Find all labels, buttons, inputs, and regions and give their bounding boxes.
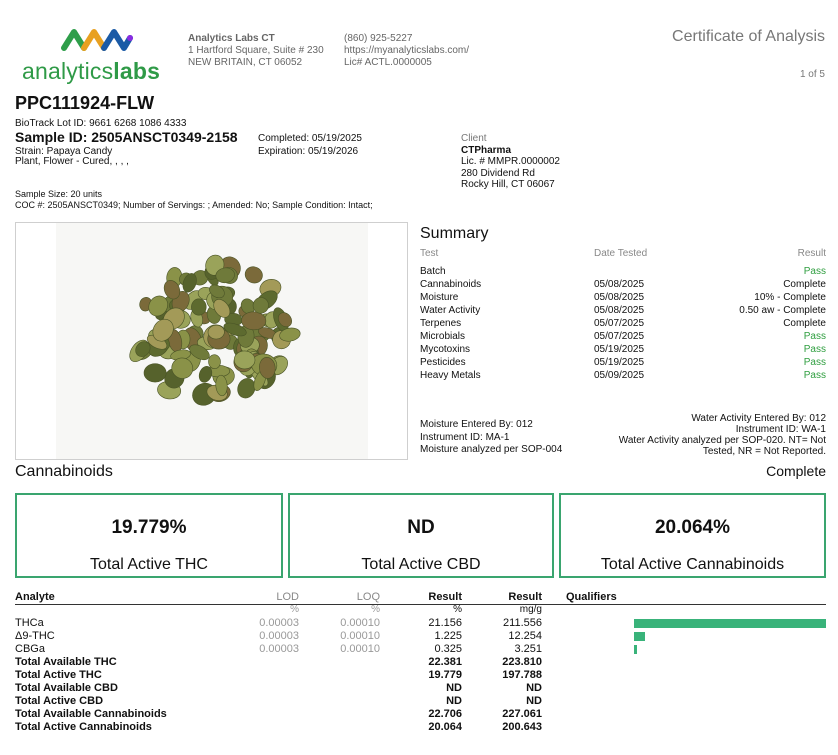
client-block [461,133,560,191]
header-lod: LOD [276,591,299,603]
result-mg: 197.788 [502,669,542,681]
summary-header-result: Result [797,248,826,259]
strain: Strain: Papaya Candy [15,146,113,157]
moisture-note-line: Moisture analyzed per SOP-004 [420,444,563,455]
metric-label: Total Active THC [90,556,208,573]
summary-test: Mycotoxins [420,344,471,355]
summary-test: Cannabinoids [420,279,482,290]
summary-date: 05/19/2025 [594,357,645,368]
metric-label: Total Active CBD [361,556,481,573]
unit-result: % [453,604,462,615]
loq-value [310,656,380,669]
summary-test: Terpenes [420,318,462,329]
lod-value [230,721,299,734]
qualifier-bar [634,632,645,641]
metric-total-active-thc [15,493,283,578]
coc-line: COC #: 2505ANSCT0349; Number of Servings: ; Amended: No; Sample Condition: Intact; [15,200,373,210]
analyte-name: Total Available THC [15,656,117,668]
analyte-name: THCa [15,617,44,629]
unit-result-mg: mg/g [519,604,542,615]
result-percent: 21.156 [428,617,462,629]
result-percent: ND [446,682,462,694]
analyte-name: Total Active Cannabinoids [15,721,152,733]
summary-date: 05/08/2025 [594,279,645,290]
summary-result: Pass [803,344,826,355]
client-address-2: Rocky Hill, CT 06067 [461,179,555,190]
summary-result: Pass [803,370,826,381]
summary-date: 05/08/2025 [594,292,645,303]
client-license: Lic. # MMPR.0000002 [461,156,560,167]
loq-value [310,669,380,682]
lod-value [230,656,299,669]
summary-test: Heavy Metals [420,370,481,381]
metric-label: Total Active Cannabinoids [600,556,785,573]
lod-value [230,669,299,682]
summary-header-test: Test [420,248,439,259]
loq-value [310,695,380,708]
document-title: Certificate of Analysis [672,28,825,45]
lab-info [188,33,324,69]
loq-value: 0.00010 [340,617,380,629]
summary-result: Pass [803,266,826,277]
client-address-1: 280 Dividend Rd [461,167,535,179]
lab-website[interactable]: https://myanalyticslabs.com/ [344,45,470,56]
loq-value [310,708,380,721]
result-percent: 19.779 [428,669,462,681]
analyte-name: CBGa [15,643,45,655]
header-loq: LOQ [356,591,380,603]
metric-value: 20.064% [654,517,730,538]
analyte-name: Total Available Cannabinoids [15,708,167,720]
moisture-note-line: Moisture Entered By: 012 [420,419,533,430]
metric-total-active-cannabinoids [559,493,826,578]
summary-date: 05/07/2025 [594,331,645,342]
result-mg: 227.061 [502,708,542,720]
result-percent: 1.225 [434,630,462,642]
sample-name: PPC111924-FLW [15,93,155,113]
summary-test: Microbials [420,331,466,342]
client-name: CTPharma [461,144,512,156]
summary-date: 05/08/2025 [594,305,645,316]
qualifier-bar [634,619,826,628]
wa-note-line: Water Activity Entered By: 012 [691,413,826,424]
lab-address-1: 1 Hartford Square, Suite # 230 [188,45,324,56]
sample-id: Sample ID: 2505ANSCT0349-2158 [15,129,238,145]
result-mg: 211.556 [503,617,542,629]
metric-total-active-cbd [288,493,554,578]
bud-shape [144,364,166,382]
wa-note-line: Tested, NR = Not Reported. [702,446,826,457]
header-result-mg: Result [508,591,542,603]
cannabinoids-status: Complete [766,463,826,479]
loq-value [310,682,380,695]
summary-test: Water Activity [420,305,481,316]
expiration-date: Expiration: 05/19/2026 [258,146,359,157]
summary-date: 05/09/2025 [594,370,645,381]
lot-id: BioTrack Lot ID: 9661 6268 1086 4333 [15,118,187,129]
summary-result: 10% - Complete [754,292,826,303]
analyte-name: Δ9-THC [15,630,55,642]
water-activity-note [590,413,826,457]
result-mg: ND [526,695,542,707]
lab-contact [344,33,469,69]
qualifier-bar [634,645,637,654]
lod-value [230,682,299,695]
lab-phone: (860) 925-5227 [344,33,413,44]
lod-value: 0.00003 [259,643,299,655]
lod-value [230,708,299,721]
analyte-name: Total Active CBD [15,695,104,707]
page-number: 1 of 5 [799,69,825,80]
sample-size: Sample Size: 20 units [15,189,103,199]
summary-title: Summary [420,225,489,242]
result-mg: 12.254 [508,630,542,642]
lab-address-2: NEW BRITAIN, CT 06052 [188,57,303,68]
summary-date: 05/07/2025 [594,318,645,329]
completed-date: Completed: 05/19/2025 [258,133,362,144]
header-analyte: Analyte [15,591,55,603]
lab-license: Lic# ACTL.0000005 [344,57,432,68]
summary-result: Pass [803,357,826,368]
logo-text-light: analytics [22,58,114,84]
summary-result: Pass [803,331,826,342]
summary-header-date: Date Tested [594,248,648,259]
moisture-note [420,419,562,457]
sample-photo [56,223,368,459]
product-type: Plant, Flower - Cured, , , , [15,156,129,167]
loq-value: 0.00010 [340,630,380,642]
analyte-name: Total Available CBD [15,682,118,694]
moisture-note-line: Instrument ID: MA-1 [420,431,510,443]
header-qualifiers: Qualifiers [566,591,617,603]
summary-test: Pesticides [420,357,466,368]
loq-value: 0.00010 [340,643,380,655]
result-mg: ND [526,682,542,694]
lod-value: 0.00003 [259,617,299,629]
analytics-labs-logo-icon [60,24,136,54]
wa-note-line: Instrument ID: WA-1 [735,424,826,435]
metric-value: 19.779% [111,517,187,538]
summary-result: Complete [783,279,826,290]
header-result: Result [428,591,462,603]
summary-result: Complete [783,318,826,329]
lod-value [230,695,299,708]
result-percent: 22.706 [428,708,462,720]
sample-image-panel [15,222,408,460]
lab-name: Analytics Labs CT [188,33,275,44]
wa-note-line: Water Activity analyzed per SOP-020. NT= Not [618,435,826,446]
result-mg: 3.251 [514,643,542,655]
summary-test: Moisture [420,292,459,303]
client-label: Client [461,133,487,144]
result-percent: 22.381 [428,656,462,668]
logo-text-bold: labs [113,58,161,84]
analyte-name: Total Active THC [15,669,102,681]
result-mg: 200.643 [502,721,542,733]
unit-loq: % [371,604,380,615]
unit-lod: % [290,604,299,615]
lod-value: 0.00003 [259,630,299,642]
result-percent: 0.325 [434,643,462,655]
result-percent: ND [446,695,462,707]
cannabinoids-title: Cannabinoids [15,463,113,480]
summary-date: 05/19/2025 [594,344,645,355]
summary-test: Batch [420,266,446,277]
summary-result: 0.50 aw - Complete [739,305,826,316]
metric-value: ND [407,517,435,538]
result-percent: 20.064 [428,721,462,733]
loq-value [310,721,380,734]
result-mg: 223.810 [502,656,542,668]
logo-wordmark [22,58,160,84]
bud-shape [234,351,255,370]
